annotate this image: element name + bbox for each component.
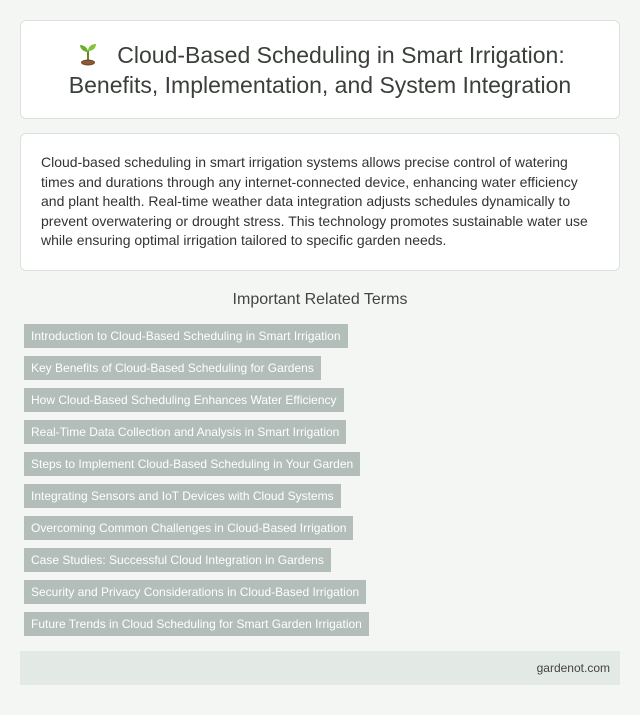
- title-card: [20, 20, 620, 119]
- sprout-icon: [75, 40, 101, 66]
- related-term-tag[interactable]: Steps to Implement Cloud-Based Scheduling in Your Garden: [24, 452, 360, 476]
- related-term-tag[interactable]: Key Benefits of Cloud-Based Scheduling for Gardens: [24, 356, 321, 380]
- related-term-tag[interactable]: Overcoming Common Challenges in Cloud-Based Irrigation: [24, 516, 353, 540]
- related-terms-heading: Important Related Terms: [232, 291, 408, 308]
- related-terms-list: [24, 324, 624, 644]
- related-term-tag[interactable]: Introduction to Cloud-Based Scheduling in Smart Irrigation: [24, 324, 348, 348]
- site-link[interactable]: gardenot.com: [536, 661, 610, 675]
- related-term-tag[interactable]: Case Studies: Successful Cloud Integration in Gardens: [24, 548, 331, 572]
- related-term-tag[interactable]: Security and Privacy Considerations in Cloud-Based Irrigation: [24, 580, 366, 604]
- page-title-text: Cloud-Based Scheduling in Smart Irrigation: Benefits, Implementation, and System Integration: [68, 41, 572, 98]
- description-card: [20, 133, 620, 271]
- related-term-tag[interactable]: Real-Time Data Collection and Analysis in Smart Irrigation: [24, 420, 346, 444]
- page-title: [40, 40, 600, 100]
- footer: [20, 651, 620, 685]
- related-term-tag[interactable]: Integrating Sensors and IoT Devices with Cloud Systems: [24, 484, 341, 508]
- related-term-tag[interactable]: How Cloud-Based Scheduling Enhances Water Efficiency: [24, 388, 344, 412]
- description-text: Cloud-based scheduling in smart irrigation systems allows precise control of watering times and durations through any internet-connected device, enhancing water efficiency and plant health. Real-time weather data integration adjusts schedules dynamically to prevent overwatering or drought stress. This technology promotes sustainable water use while ensuring optimal irrigation tailored to specific garden needs.: [41, 154, 588, 249]
- related-term-tag[interactable]: Future Trends in Cloud Scheduling for Smart Garden Irrigation: [24, 612, 369, 636]
